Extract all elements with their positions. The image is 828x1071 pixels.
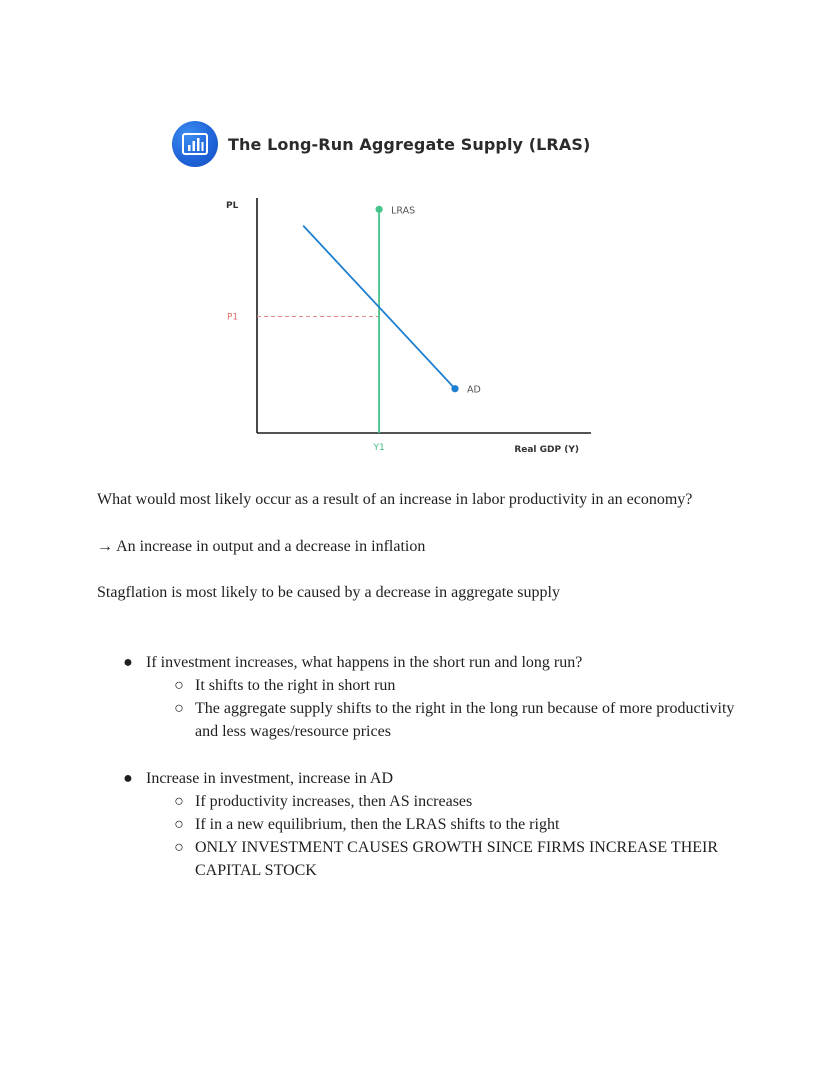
bar-chart-icon xyxy=(172,121,218,167)
sub-bullet-marker: ○ xyxy=(174,816,184,833)
bullet-list-ad xyxy=(118,767,738,882)
sub-bullet-item xyxy=(118,674,738,697)
x-tick-label: Y1 xyxy=(373,443,385,453)
sub-bullet-text: If in a new equilibrium, then the LRAS shifts to the right xyxy=(195,816,560,833)
sub-bullet-marker: ○ xyxy=(174,700,184,717)
ad-end-point xyxy=(451,385,458,392)
figure-title: The Long-Run Aggregate Supply (LRAS) xyxy=(228,134,591,154)
lras-chart xyxy=(218,190,598,465)
question-text: What would most likely occur as a result of an increase in labor productivity in an economy? xyxy=(97,491,693,508)
x-axis-label: Real GDP (Y) xyxy=(514,445,579,455)
sub-bullet-marker: ○ xyxy=(174,839,184,856)
sub-list xyxy=(118,790,738,882)
sub-bullet-item xyxy=(118,836,738,882)
bullet-item xyxy=(118,651,738,674)
y-axis-label: PL xyxy=(226,201,239,211)
sub-bullet-item xyxy=(118,697,738,743)
bullet-item xyxy=(118,767,738,790)
sub-bullet-text: ONLY INVESTMENT CAUSES GROWTH SINCE FIRMS INCREASE THEIR CAPITAL STOCK xyxy=(195,839,719,879)
sub-bullet-marker: ○ xyxy=(174,677,184,694)
sub-bullet-marker: ○ xyxy=(174,793,184,810)
bullet-text: Increase in investment, increase in AD xyxy=(146,770,394,787)
lras-end-point xyxy=(376,206,383,213)
answer-text: → An increase in output and a decrease in inflation xyxy=(97,538,426,555)
bullet-text: If investment increases, what happens in the short run and long run? xyxy=(146,654,583,671)
sub-bullet-item xyxy=(118,813,738,836)
sub-bullet-text: If productivity increases, then AS increases xyxy=(195,793,473,810)
y-tick-label: P1 xyxy=(227,312,239,323)
bullet-list-investment xyxy=(118,651,738,743)
sub-list xyxy=(118,674,738,743)
sub-bullet-item xyxy=(118,790,738,813)
lras-series-label: LRAS xyxy=(391,205,416,217)
ad-series-label: AD xyxy=(467,384,481,396)
bullet-marker: ● xyxy=(123,654,133,671)
sub-bullet-text: The aggregate supply shifts to the right in the long run because of more productivity and less wages/resource prices xyxy=(195,700,735,740)
bullet-marker: ● xyxy=(123,770,133,787)
figure-header xyxy=(172,121,590,167)
stagflation-text: Stagflation is most likely to be caused by a decrease in aggregate supply xyxy=(97,584,560,601)
sub-bullet-text: It shifts to the right in short run xyxy=(195,677,396,694)
